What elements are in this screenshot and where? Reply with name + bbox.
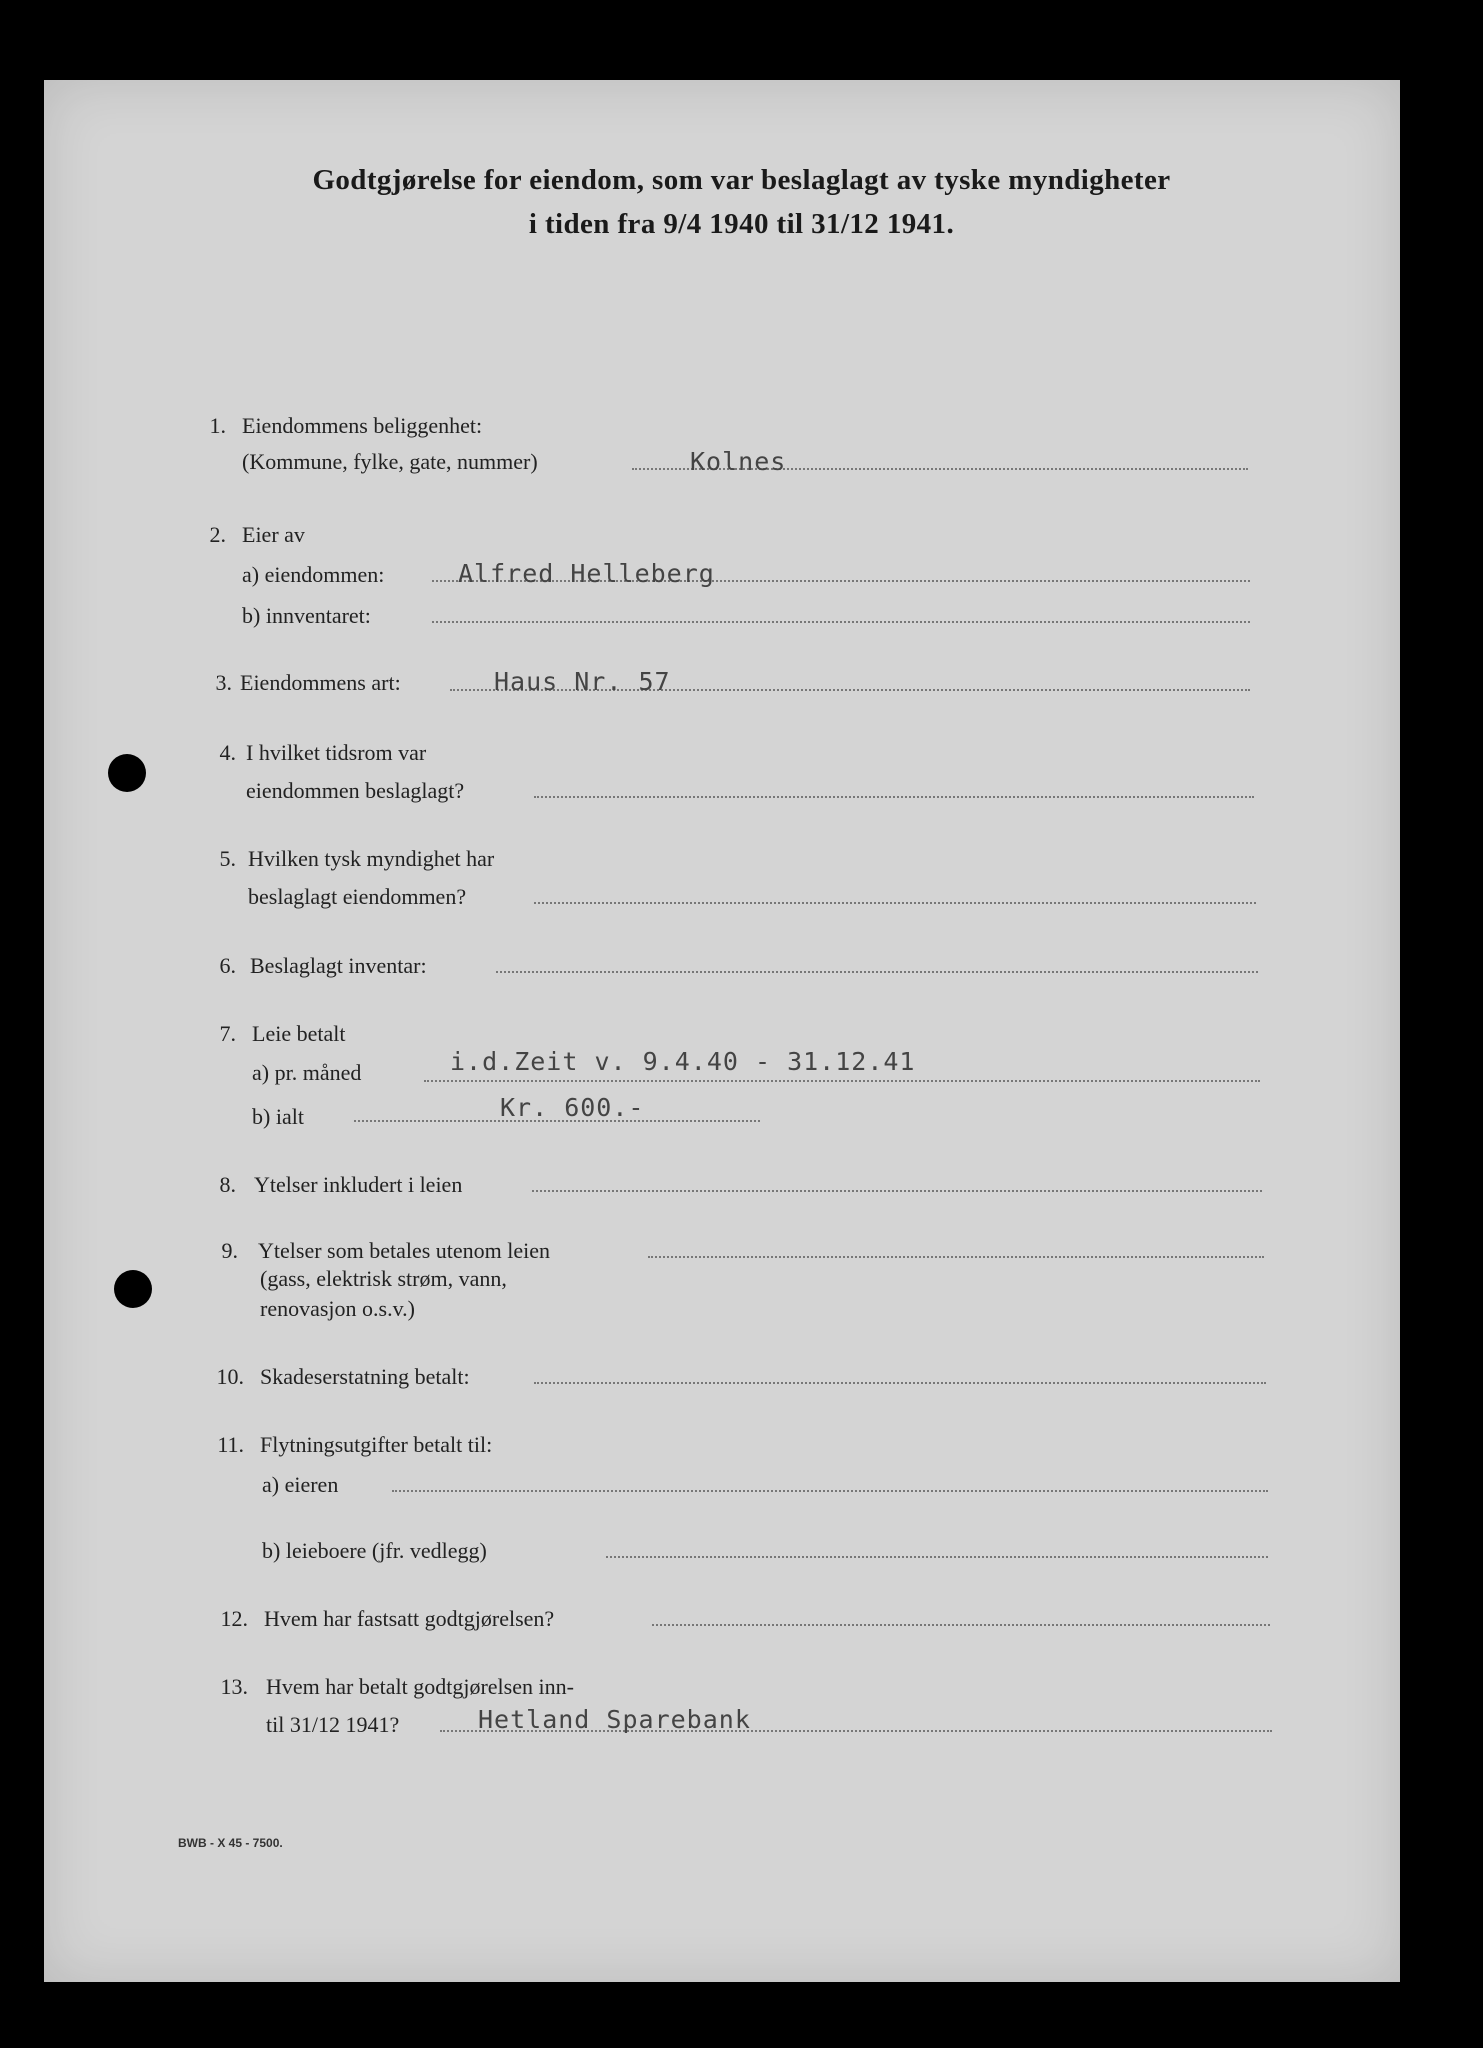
typed-value-property-type: Haus Nr. 57	[494, 667, 671, 696]
item-sublabel: (Kommune, fylke, gate, nummer)	[242, 449, 538, 474]
item-sublabel: (gass, elektrisk strøm, vann,	[260, 1266, 507, 1291]
typed-value-rent-period: i.d.Zeit v. 9.4.40 - 31.12.41	[450, 1047, 916, 1076]
item-label: Hvem har betalt godtgjørelsen inn-	[266, 1674, 574, 1699]
item-number: 9.	[221, 1238, 238, 1263]
item-label: Hvem har fastsatt godtgjørelsen?	[264, 1606, 555, 1631]
item-label: Ytelser som betales utenom leien	[258, 1238, 551, 1263]
item-label: Beslaglagt inventar:	[250, 953, 427, 978]
item-number: 2.	[209, 522, 226, 547]
item-label: Eier av	[242, 522, 305, 547]
fill-line	[534, 796, 1254, 798]
item-label: Skadeserstatning betalt:	[260, 1364, 470, 1389]
form-title-line-1: Godtgjørelse for eiendom, som var beslaglagt av tyske myndigheter	[312, 164, 1171, 196]
printer-mark: BWB - X 45 - 7500.	[178, 1836, 283, 1850]
item-sublabel: til 31/12 1941?	[266, 1712, 400, 1737]
item-label: Hvilken tysk myndighet har	[248, 846, 495, 871]
item-sublabel: a) pr. måned	[252, 1060, 362, 1085]
item-number: 4.	[219, 740, 236, 765]
punch-hole	[108, 754, 146, 792]
fill-line	[392, 1490, 1268, 1492]
item-sublabel: eiendommen beslaglagt?	[246, 778, 465, 803]
form-title-line-2: i tiden fra 9/4 1940 til 31/12 1941.	[528, 208, 955, 240]
item-number: 3.	[215, 670, 232, 695]
fill-line	[532, 1190, 1262, 1192]
item-label: Leie betalt	[252, 1021, 346, 1046]
fill-line	[606, 1556, 1268, 1558]
item-label: Flytningsutgifter betalt til:	[260, 1432, 493, 1457]
item-number: 1.	[209, 413, 226, 438]
item-number: 5.	[219, 846, 236, 871]
item-sublabel: b) innventaret:	[242, 603, 371, 628]
fill-line	[652, 1624, 1270, 1626]
fill-line	[496, 971, 1258, 973]
item-sublabel: b) ialt	[252, 1104, 304, 1129]
item-sublabel: renovasjon o.s.v.)	[260, 1296, 415, 1321]
item-label: I hvilket tidsrom var	[246, 740, 427, 765]
fill-line	[534, 902, 1256, 904]
item-number: 7.	[219, 1021, 236, 1046]
fill-line	[648, 1256, 1264, 1258]
fill-line	[424, 1080, 1260, 1082]
item-number: 6.	[219, 953, 236, 978]
item-sublabel: beslaglagt eiendommen?	[248, 884, 467, 909]
typed-value-owner: Alfred Helleberg	[458, 559, 715, 588]
item-number: 8.	[219, 1172, 236, 1197]
fill-line	[432, 621, 1250, 623]
typed-value-paid-by: Hetland Sparebank	[478, 1705, 751, 1734]
item-number: 12.	[220, 1606, 248, 1631]
fill-line	[534, 1382, 1266, 1384]
item-number: 10.	[216, 1364, 244, 1389]
typed-value-rent-total: Kr. 600.-	[500, 1093, 645, 1122]
item-sublabel: b) leieboere (jfr. vedlegg)	[262, 1538, 487, 1563]
item-number: 13.	[220, 1674, 248, 1699]
item-sublabel: a) eiendommen:	[242, 562, 385, 587]
item-label: Ytelser inkludert i leien	[254, 1172, 463, 1197]
item-number: 11.	[217, 1432, 244, 1457]
item-sublabel: a) eieren	[262, 1472, 339, 1497]
typed-value-location: Kolnes	[690, 447, 787, 476]
punch-hole	[114, 1270, 152, 1308]
item-label: Eiendommens art:	[240, 670, 401, 695]
item-label: Eiendommens beliggenhet:	[242, 413, 483, 438]
